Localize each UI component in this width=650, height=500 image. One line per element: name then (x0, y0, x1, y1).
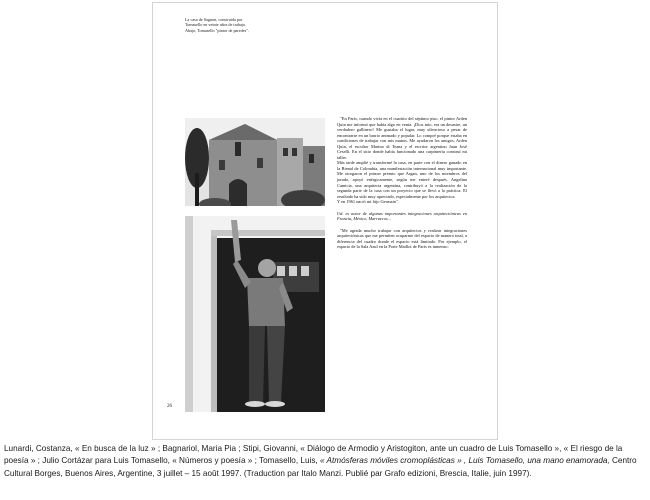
painter-photo (185, 216, 325, 412)
reference-text: Lunardi, Costanza, « En busca de la luz » ; Bagnariol, Maria Pia ; Stipi, Giovanni, « Diálogo de Armodio y Aristogiton, ante un cuadro de Luis Tomasello », « El riesgo de la poesía » ; Julio Cortázar para Luis Tomasello, « Números y poesía » ; Tomasello, Luis, (4, 444, 623, 466)
reference-text-end: Centro Cultural Borges, Buenos Aires, Argentine, 3 juillet – 15 août 1997. (Traduction par Italo Manzi. Publié par Grafo edizioni, Brescia, Italie, juin 1997). (4, 456, 637, 478)
caption-line: Tomasello en veinte años de trabajo. (185, 22, 247, 28)
interview-text (337, 116, 467, 250)
reference-title-italic: « Atmósferas móviles cromoplásticas » , Luis Tomasello, una mano enamorada, (319, 456, 610, 466)
book-page (152, 2, 498, 440)
interview-question: Ud. es autor de algunas importantes integraciones arquitectónicas en Francia, México, Marruecos... (337, 210, 467, 222)
paragraph: Más tarde amplié y transformé la casa, en parte con el dinero ganado en la Bienal de Colombia, una manifestación internacional muy importante. Me otorgaron el primer premio que Argan, uno de los miembros del jurado, apoyó enérgicamente, según me enteré después. Angelina Camicia, una arquitecta argentina, contribuyó a la realización de la segunda parte de la casa con un proyecto que se llevó a la práctica. El resultado ha sido muy apreciado, especialmente por los arquitectos. (337, 160, 467, 199)
paragraph: "En París, cuando vivía en el cuartito del séptimo piso, el pintor Arden Quin me informó que había algo en venta. ¡Dios mío, era un desastre, un verdadero gallinero! Me gustaba el lugar, muy silencioso a pesar de encontrarse en un barrio animado y popular. Lo compré porque estaba en condiciones de trabajar con mis manos. Me ayudaron los amigos, Arden Quin, el escultor Marino di Teana y el escritor argentino Juan José Ceselli. En el sitio donde había funcionado una carpintería construí mi taller. (337, 116, 467, 160)
caption-line: La casa de Sagnon, construida por (185, 17, 243, 22)
page-number: 26 (167, 404, 172, 409)
paragraph: "Me agrada mucho trabajar con arquitectos y realizar integraciones arquitectónicas que me permiten ocuparme del espacio de manera total, a diferencia del cuadro donde el espacio está limitado. Por ejemplo, el espacio de la Sala Azul en la Porte Maillot de París es inmenso: (337, 227, 467, 250)
caption-line: Abajo, Tomasello "pintor de paredes". (185, 27, 249, 33)
paragraph: Y en 1961 nació mi hijo Germain". (337, 199, 399, 205)
house-photo (185, 118, 325, 206)
bibliographic-reference (4, 443, 648, 480)
photo-caption (185, 17, 280, 33)
